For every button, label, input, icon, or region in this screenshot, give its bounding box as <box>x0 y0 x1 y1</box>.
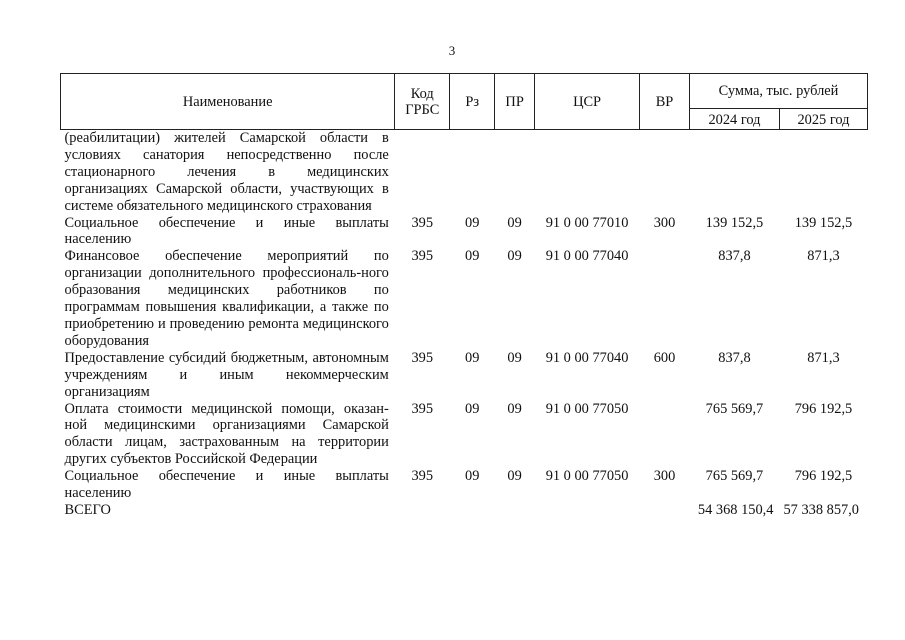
table-row <box>61 350 868 401</box>
table-body <box>61 130 868 519</box>
row-vr: 300 <box>653 468 676 485</box>
total-amount-2025: 57 338 857,0 <box>783 501 860 518</box>
row-vr <box>640 130 690 215</box>
row-grbs: 395 <box>411 400 434 417</box>
row-pr: 09 <box>507 400 522 417</box>
row-rz: 09 <box>465 214 480 231</box>
header-vr: ВР <box>640 74 690 130</box>
row-csr: 91 0 00 77040 <box>545 248 629 265</box>
row-vr: 300 <box>653 214 676 231</box>
row-grbs: 395 <box>411 468 434 485</box>
row-rz <box>450 130 495 215</box>
row-rz: 09 <box>465 248 480 265</box>
header-csr: ЦСР <box>535 74 640 130</box>
row-csr: 91 0 00 77040 <box>545 349 629 366</box>
row-vr: 600 <box>653 349 676 366</box>
row-vr <box>640 248 690 349</box>
row-pr: 09 <box>507 248 522 265</box>
row-name: (реабилитации) жителей Самарской области в условиях санатория непосредственно после стационарного лечения в медицинских организациях Самарской области, участвующих в системе обязательного медицинского страхования <box>64 130 389 214</box>
header-pr: ПР <box>495 74 535 130</box>
row-name: Оплата стоимости медицинской помощи, оказан-ной медицинскими организациями Самарской области лицам, застрахованным на территории других субъектов Российской Федерации <box>64 400 389 468</box>
row-csr: 91 0 00 77050 <box>545 468 629 485</box>
row-amount-2025: 139 152,5 <box>794 214 853 231</box>
table-row <box>61 130 868 215</box>
row-rz: 09 <box>465 349 480 366</box>
header-year-2025: 2025 год <box>779 109 867 130</box>
row-rz: 09 <box>465 468 480 485</box>
row-amount-2024: 765 569,7 <box>705 468 764 485</box>
row-name: Финансовое обеспечение мероприятий по организации дополнительного профессиональ-ного образования медицинских работников по программам повышения квалификации, а также по приобретению и проведению ремонта медицинского оборудования <box>64 248 389 349</box>
header-sum: Сумма, тыс. рублей <box>689 74 867 109</box>
total-amount-2024: 54 368 150,4 <box>697 501 774 518</box>
table-row <box>61 215 868 249</box>
table-row <box>61 248 868 349</box>
row-amount-2025: 871,3 <box>807 248 840 265</box>
row-grbs: 395 <box>411 214 434 231</box>
row-amount-2024 <box>689 130 779 215</box>
row-amount-2025: 796 192,5 <box>794 468 853 485</box>
row-amount-2024: 837,8 <box>718 248 751 265</box>
row-amount-2024: 837,8 <box>718 349 751 366</box>
row-csr: 91 0 00 77010 <box>545 214 629 231</box>
total-row <box>61 502 868 519</box>
budget-table <box>60 73 868 519</box>
row-grbs: 395 <box>411 349 434 366</box>
header-name: Наименование <box>61 74 395 130</box>
row-pr: 09 <box>507 468 522 485</box>
row-csr <box>535 130 640 215</box>
row-name: Предоставление субсидий бюджетным, автономным учреждениям и иным некоммерческим организациям <box>64 349 389 400</box>
row-name: Социальное обеспечение и иные выплаты населению <box>64 214 389 248</box>
header-year-2024: 2024 год <box>689 109 779 130</box>
row-amount-2024: 765 569,7 <box>705 400 764 417</box>
row-amount-2024: 139 152,5 <box>705 214 764 231</box>
row-grbs: 395 <box>411 248 434 265</box>
header-rz: Рз <box>450 74 495 130</box>
row-pr: 09 <box>507 214 522 231</box>
row-grbs <box>395 130 450 215</box>
header-grbs: Код ГРБС <box>395 74 450 130</box>
row-vr <box>640 401 690 469</box>
row-rz: 09 <box>465 400 480 417</box>
row-amount-2025: 796 192,5 <box>794 400 853 417</box>
row-csr: 91 0 00 77050 <box>545 400 629 417</box>
total-label: ВСЕГО <box>64 501 111 518</box>
table-header <box>61 74 868 130</box>
row-name: Социальное обеспечение и иные выплаты населению <box>64 468 389 502</box>
row-pr <box>495 130 535 215</box>
row-pr: 09 <box>507 349 522 366</box>
table-row <box>61 401 868 469</box>
row-amount-2025: 871,3 <box>807 349 840 366</box>
table-row <box>61 468 868 502</box>
row-amount-2025 <box>779 130 867 215</box>
page-number: 3 <box>448 43 456 58</box>
